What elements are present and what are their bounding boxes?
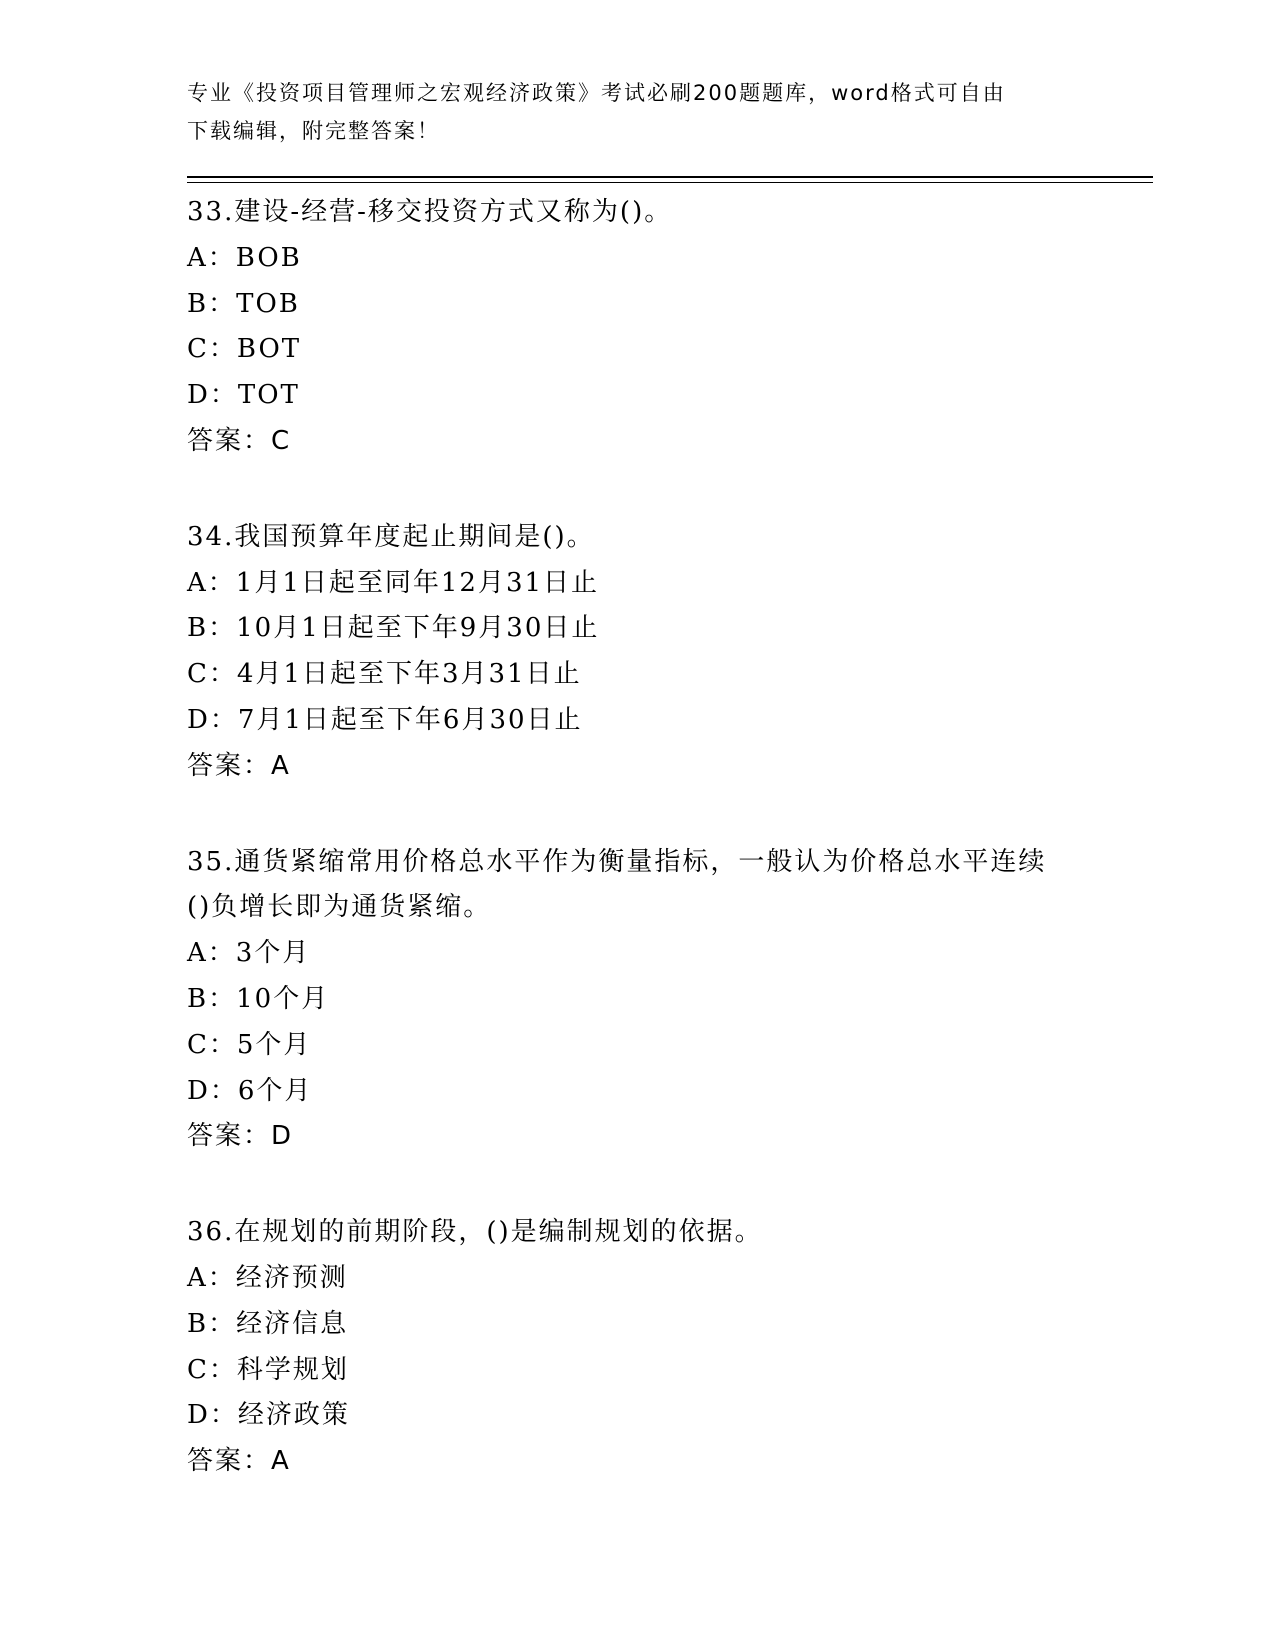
header-divider-thin xyxy=(187,182,1153,183)
answer-label: 答案：C xyxy=(187,425,292,456)
option-a: A：3个月 xyxy=(187,938,311,969)
question-35 xyxy=(187,840,1107,1161)
option-a: A：1月1日起至同年12月31日止 xyxy=(187,567,600,598)
option-c: C：5个月 xyxy=(187,1029,312,1060)
document-header xyxy=(187,74,1077,150)
question-33 xyxy=(187,190,1107,465)
option-a: A：经济预测 xyxy=(187,1262,348,1293)
header-divider-thick xyxy=(187,176,1153,178)
option-c: C：4月1日起至下年3月31日止 xyxy=(187,659,582,690)
option-d: D：TOT xyxy=(187,380,300,411)
question-stem-line-2: ()负增长即为通货紧缩。 xyxy=(187,892,492,923)
question-list xyxy=(187,190,1107,1535)
option-c: C：BOT xyxy=(187,334,302,365)
question-34 xyxy=(187,515,1107,790)
answer-label: 答案：A xyxy=(187,1446,291,1477)
option-d: D：经济政策 xyxy=(187,1400,350,1431)
question-stem: 36.在规划的前期阶段，()是编制规划的依据。 xyxy=(187,1217,763,1248)
option-b: B：10个月 xyxy=(187,983,330,1014)
answer-label: 答案：D xyxy=(187,1121,294,1152)
header-line-2: 下载编辑，附完整答案！ xyxy=(187,119,440,143)
option-b: B：TOB xyxy=(187,288,300,319)
option-b: B：10月1日起至下年9月30日止 xyxy=(187,613,600,644)
question-stem: 34.我国预算年度起止期间是()。 xyxy=(187,521,595,552)
answer-label: 答案：A xyxy=(187,750,291,781)
header-line-1: 专业《投资项目管理师之宏观经济政策》考试必刷200题题库，word格式可自由 xyxy=(187,81,1006,105)
option-b: B：经济信息 xyxy=(187,1308,349,1339)
question-stem-line-1: 35.通货紧缩常用价格总水平作为衡量指标，一般认为价格总水平连续 xyxy=(187,846,1047,877)
option-a: A：BOB xyxy=(187,242,302,273)
question-36 xyxy=(187,1210,1107,1485)
option-d: D：6个月 xyxy=(187,1075,313,1106)
question-stem: 33.建设-经营-移交投资方式又称为()。 xyxy=(187,197,673,227)
option-d: D：7月1日起至下年6月30日止 xyxy=(187,704,583,735)
option-c: C：科学规划 xyxy=(187,1354,349,1385)
